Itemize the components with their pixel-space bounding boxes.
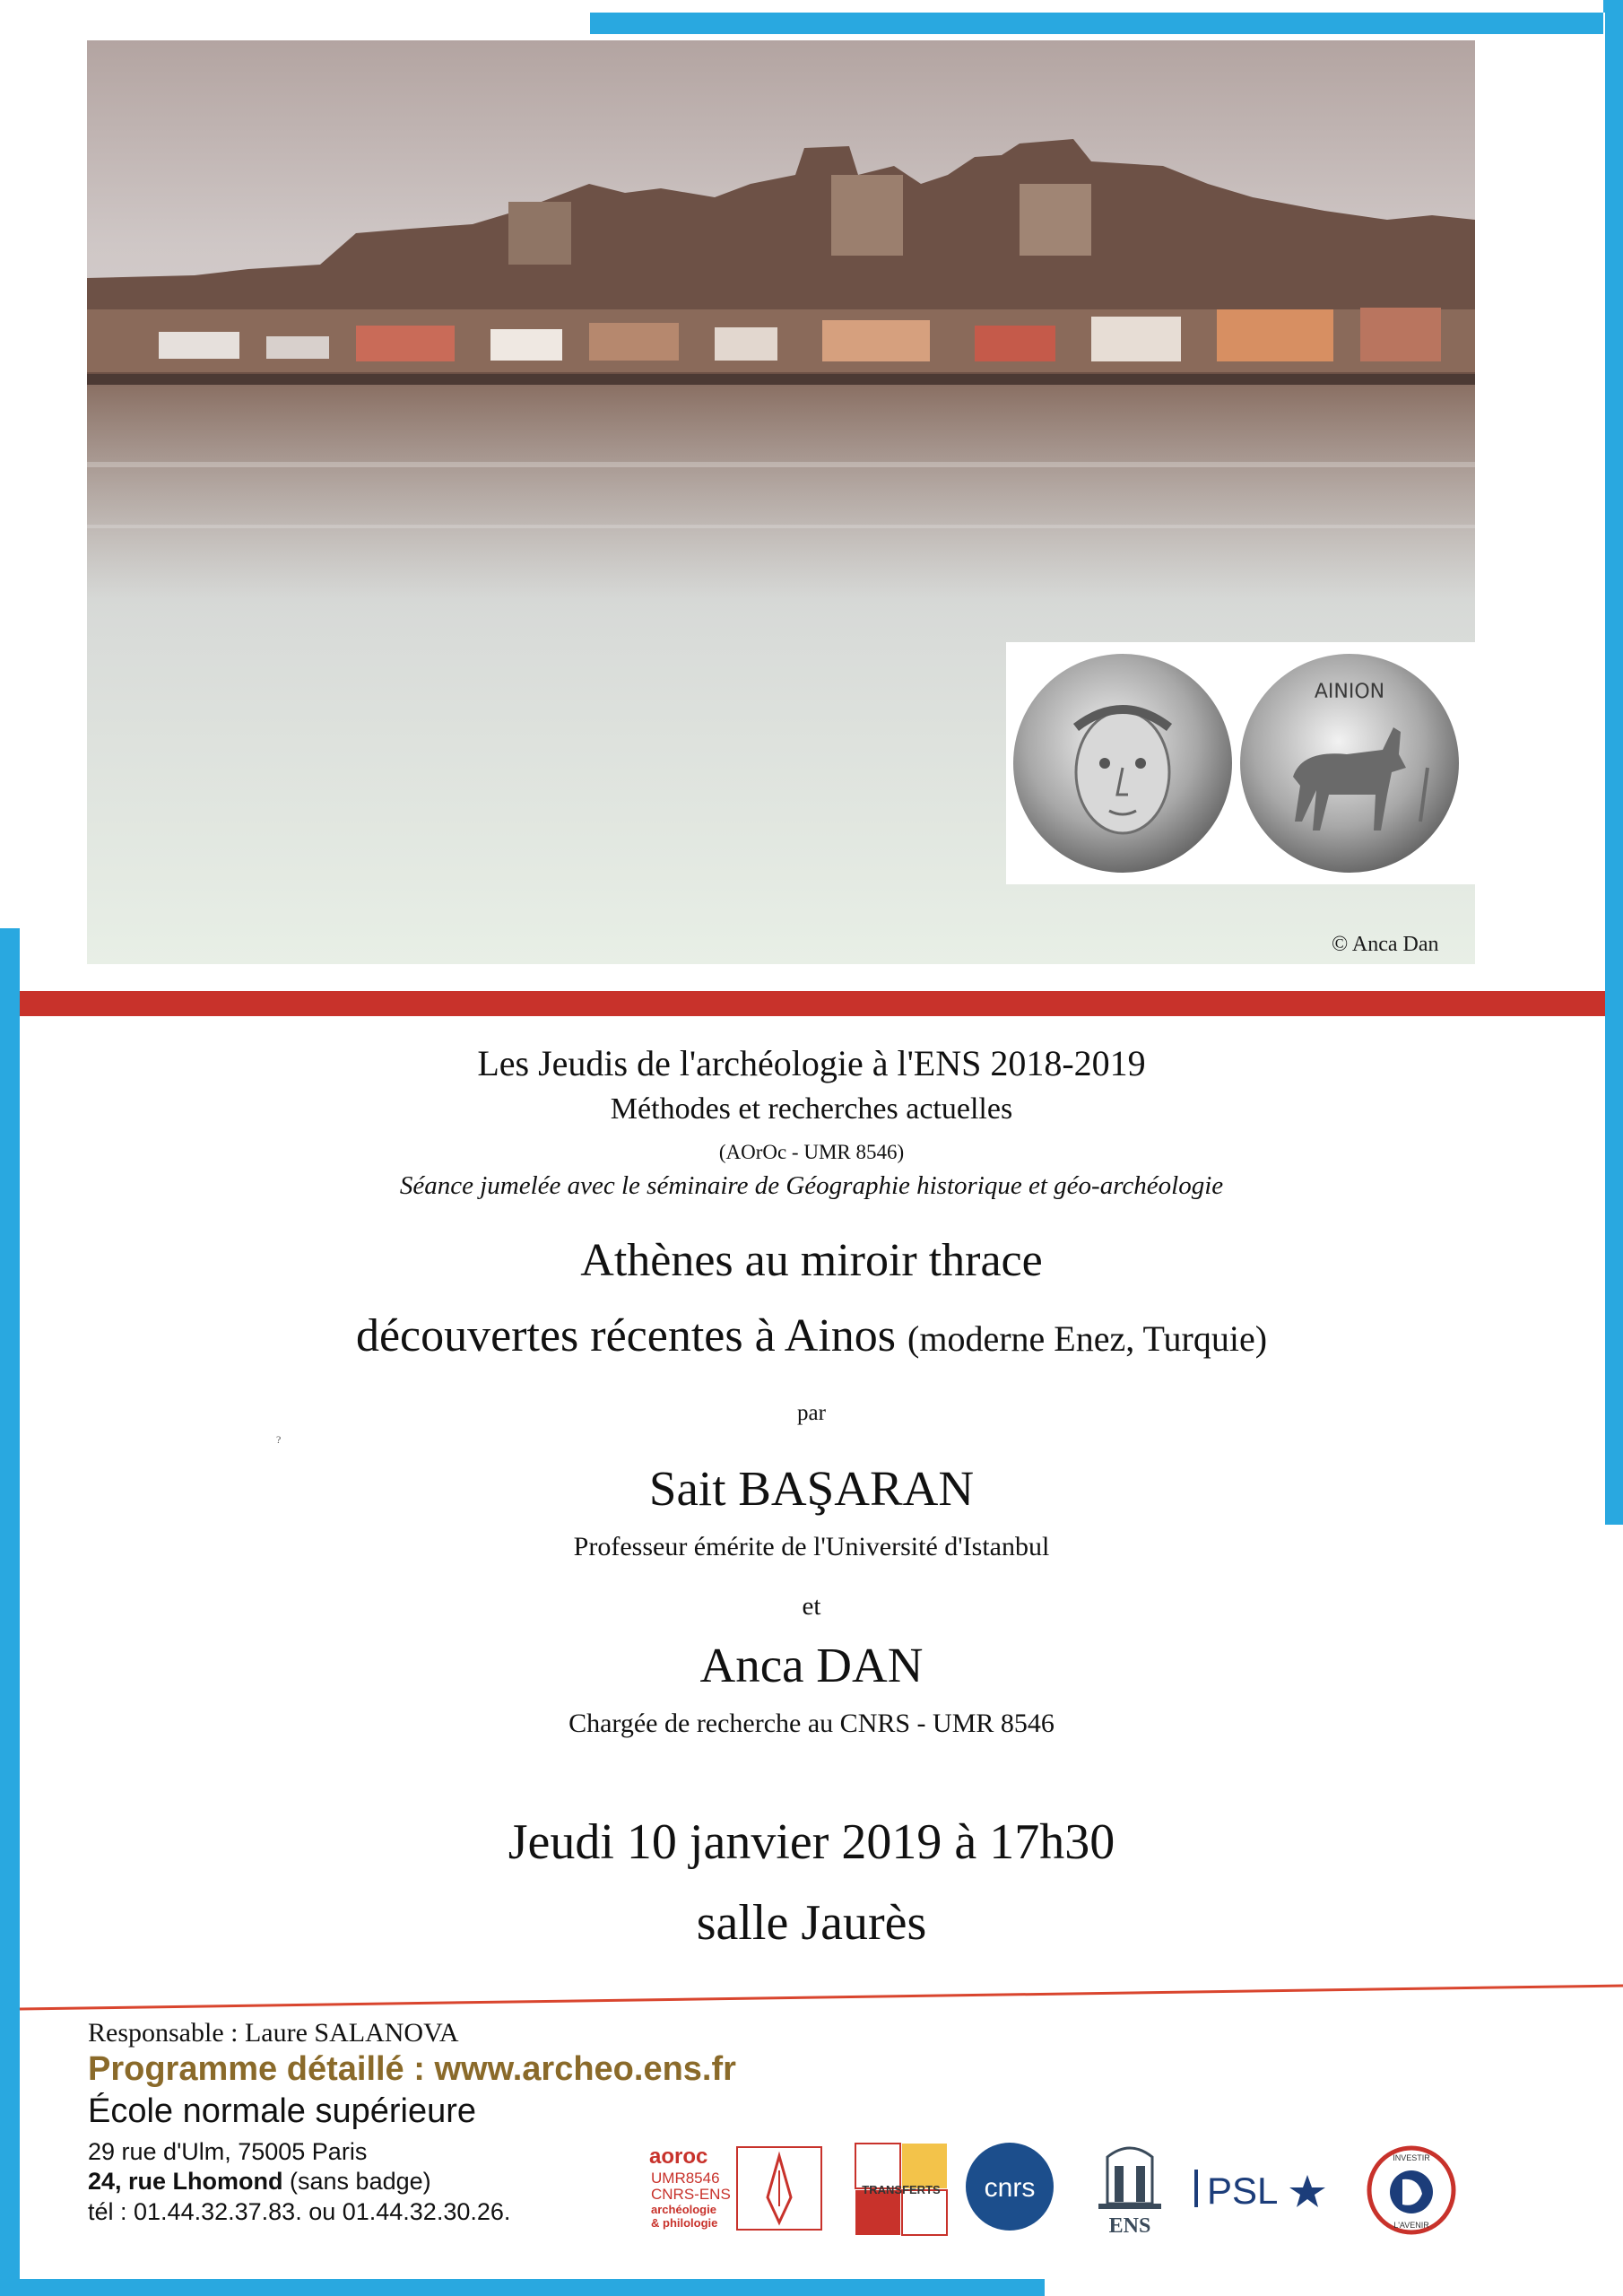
responsable: Responsable : Laure SALANOVA [88,2018,459,2048]
svg-text:UMR8546: UMR8546 [651,2170,720,2187]
svg-text:ENS: ENS [1108,2214,1151,2238]
series-unit: (AOrOc - UMR 8546) [718,1141,905,1163]
svg-text:L'AVENIR: L'AVENIR [1393,2221,1429,2230]
address-line2-bold: 24, rue Lhomond [88,2168,283,2195]
svg-text:CNRS-ENS: CNRS-ENS [651,2186,731,2203]
event-room: salle Jaurès [696,1895,927,1951]
talk-title-line2 [0,1309,1623,1362]
and-label: et [802,1592,821,1621]
speaker-affiliation: Chargée de recherche au CNRS - UMR 8546 [568,1709,1055,1738]
transferts-logo [854,2142,949,2237]
school-name: École normale supérieure [88,2092,477,2130]
photo-credit: © Anca Dan [1332,933,1439,956]
speaker-affiliation: Professeur émérite de l'Université d'Istanbul [573,1532,1050,1561]
phone: tél : 01.44.32.37.83. ou 01.44.32.30.26. [88,2198,511,2225]
talk-title-main: découvertes récentes à Ainos [355,1310,897,1361]
address-line2 [88,2168,431,2196]
red-divider-band [20,991,1605,1016]
frame-bar-bottom-inner [20,2274,1045,2279]
svg-text:archéologie: archéologie [651,2203,716,2216]
address-line1: 29 rue d'Ulm, 75005 Paris [88,2138,368,2165]
coin-inset [1006,642,1475,884]
series-subtitle: Méthodes et recherches actuelles [610,1092,1013,1126]
frame-bar-right [1605,0,1623,1525]
svg-text:aoroc: aoroc [649,2144,708,2169]
svg-text:PSL: PSL [1207,2170,1279,2212]
talk-title-suffix: (moderne Enez, Turquie) [907,1318,1268,1359]
talk-title-line1: Athènes au miroir thrace [580,1235,1043,1286]
aoroc-logo [647,2144,825,2233]
frame-bar-right-inner [1603,13,1605,1525]
stray-mark: ? [276,1433,282,1446]
series-title: Les Jeudis de l'archéologie à l'ENS 2018-2019 [477,1043,1146,1083]
svg-text:TRANSFERTS: TRANSFERTS [862,2183,941,2196]
psl-logo [1191,2157,1334,2220]
svg-text:& philologie: & philologie [651,2216,718,2230]
by-label: par [797,1401,826,1425]
programme-link[interactable]: Programme détaillé : www.archeo.ens.fr [88,2050,736,2088]
investir-avenir-logo [1367,2145,1456,2235]
cnrs-logo [964,2141,1055,2232]
event-date: Jeudi 10 janvier 2019 à 17h30 [508,1814,1115,1870]
coin-inscription: ΑΙΝΙΟΝ [1314,681,1385,703]
address-line2-rest: (sans badge) [282,2168,431,2195]
speaker-name: Sait BAŞARAN [648,1461,975,1516]
ens-logo [1089,2139,1170,2239]
svg-text:cnrs: cnrs [984,2173,1036,2203]
speaker-name: Anca DAN [699,1638,924,1692]
frame-bar-top-inner [590,0,1603,13]
series-note: Séance jumelée avec le séminaire de Géographie historique et géo-archéologie [399,1171,1224,1200]
svg-text:INVESTIR: INVESTIR [1393,2153,1430,2162]
